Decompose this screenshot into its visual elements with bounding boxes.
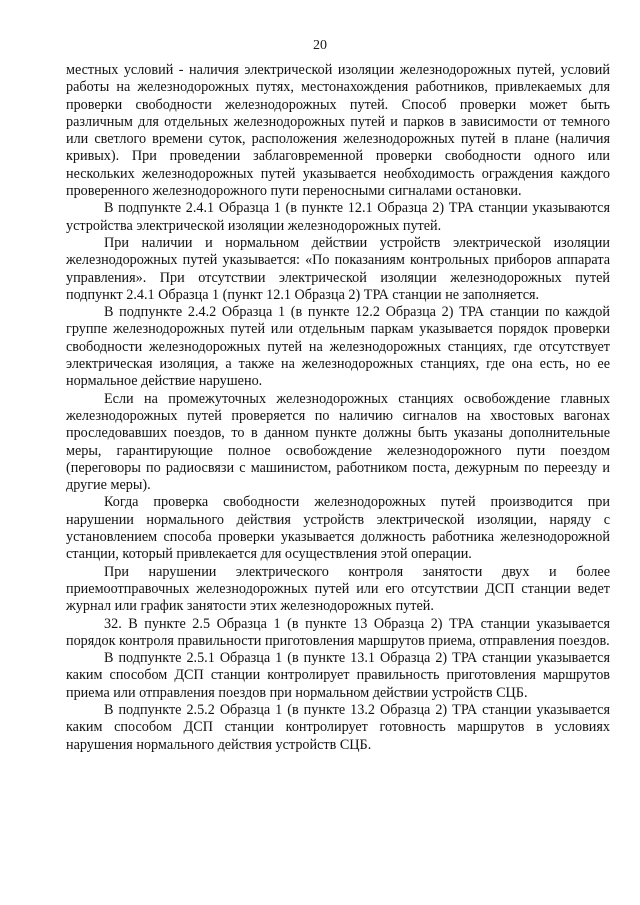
paragraph: В подпункте 2.5.2 Образца 1 (в пункте 13.2 Образца 2) ТРА станции указывается каким способом ДСП станции контролирует готовность маршрутов в условиях нарушения нормального действия устройств СЦБ. <box>66 701 610 753</box>
paragraph: Если на промежуточных железнодорожных станциях освобождение главных железнодорожных путей проверяется по наличию сигналов на хвостовых вагонах проследовавших поездов, то в данном пункте должны быть указаны дополнительные меры, гарантирующие полное освобождение железнодорожного пути поездом (переговоры по радиосвязи с машинистом, работником поста, дежурным по переезду и другие меры). <box>66 390 610 494</box>
paragraph: В подпункте 2.5.1 Образца 1 (в пункте 13.1 Образца 2) ТРА станции указывается каким способом ДСП станции контролирует правильность приготовления маршрутов приема или отправления поездов при нормальном действии устройств СЦБ. <box>66 650 610 701</box>
paragraph-item-32: 32. В пункте 2.5 Образца 1 (в пункте 13 Образца 2) ТРА станции указывается порядок контроля правильности приготовления маршрутов приема, отправления поездов. <box>66 615 610 649</box>
paragraph: В подпункте 2.4.2 Образца 1 (в пункте 12.2 Образца 2) ТРА станции по каждой группе железнодорожных путей или отдельным паркам указывается порядок проверки свободности железнодорожных путей на железнодорожных станциях, где отсутствует электрическая изоляция, а также на железнодорожных станциях, где она есть, но ее нормальное действие нарушено. <box>66 304 610 390</box>
paragraph: В подпункте 2.4.1 Образца 1 (в пункте 12.1 Образца 2) ТРА станции указываются устройства электрической изоляции железнодорожных путей. <box>66 200 610 234</box>
paragraph: При нарушении электрического контроля занятости двух и более приемоотправочных железнодорожных путей или его отсутствии ДСП станции ведет журнал или график занятости этих железнодорожных путей. <box>66 563 610 615</box>
document-body <box>66 62 610 754</box>
page-number: 20 <box>313 38 327 53</box>
paragraph: местных условий - наличия электрической изоляции железнодорожных путей, условий работы на железнодорожных путях, местонахождения работников, привлекаемых для проверки свободности железнодорожных путей. Способ проверки может быть различным для отдельных железнодорожных путей и парков в зависимости от темного или светлого времени суток, расположения железнодорожных путей в плане (наличия кривых). При проведении заблаговременной проверки свободности одного или нескольких железнодорожных путей указывается необходимость ограждения каждого проверенного железнодорожного пути переносными сигналами остановки. <box>66 62 610 200</box>
paragraph: Когда проверка свободности железнодорожных путей производится при нарушении нормального действия устройств электрической изоляции, наряду с установлением способа проверки указывается должность работника железнодорожной станции, который привлекается для осуществления этой операции. <box>66 494 610 563</box>
paragraph: При наличии и нормальном действии устройств электрической изоляции железнодорожных путей указывается: «По показаниям контрольных приборов аппарата управления». При отсутствии электрической изоляции железнодорожных путей подпункт 2.4.1 Образца 1 (пункт 12.1 Образца 2) ТРА станции не заполняется. <box>66 234 610 303</box>
